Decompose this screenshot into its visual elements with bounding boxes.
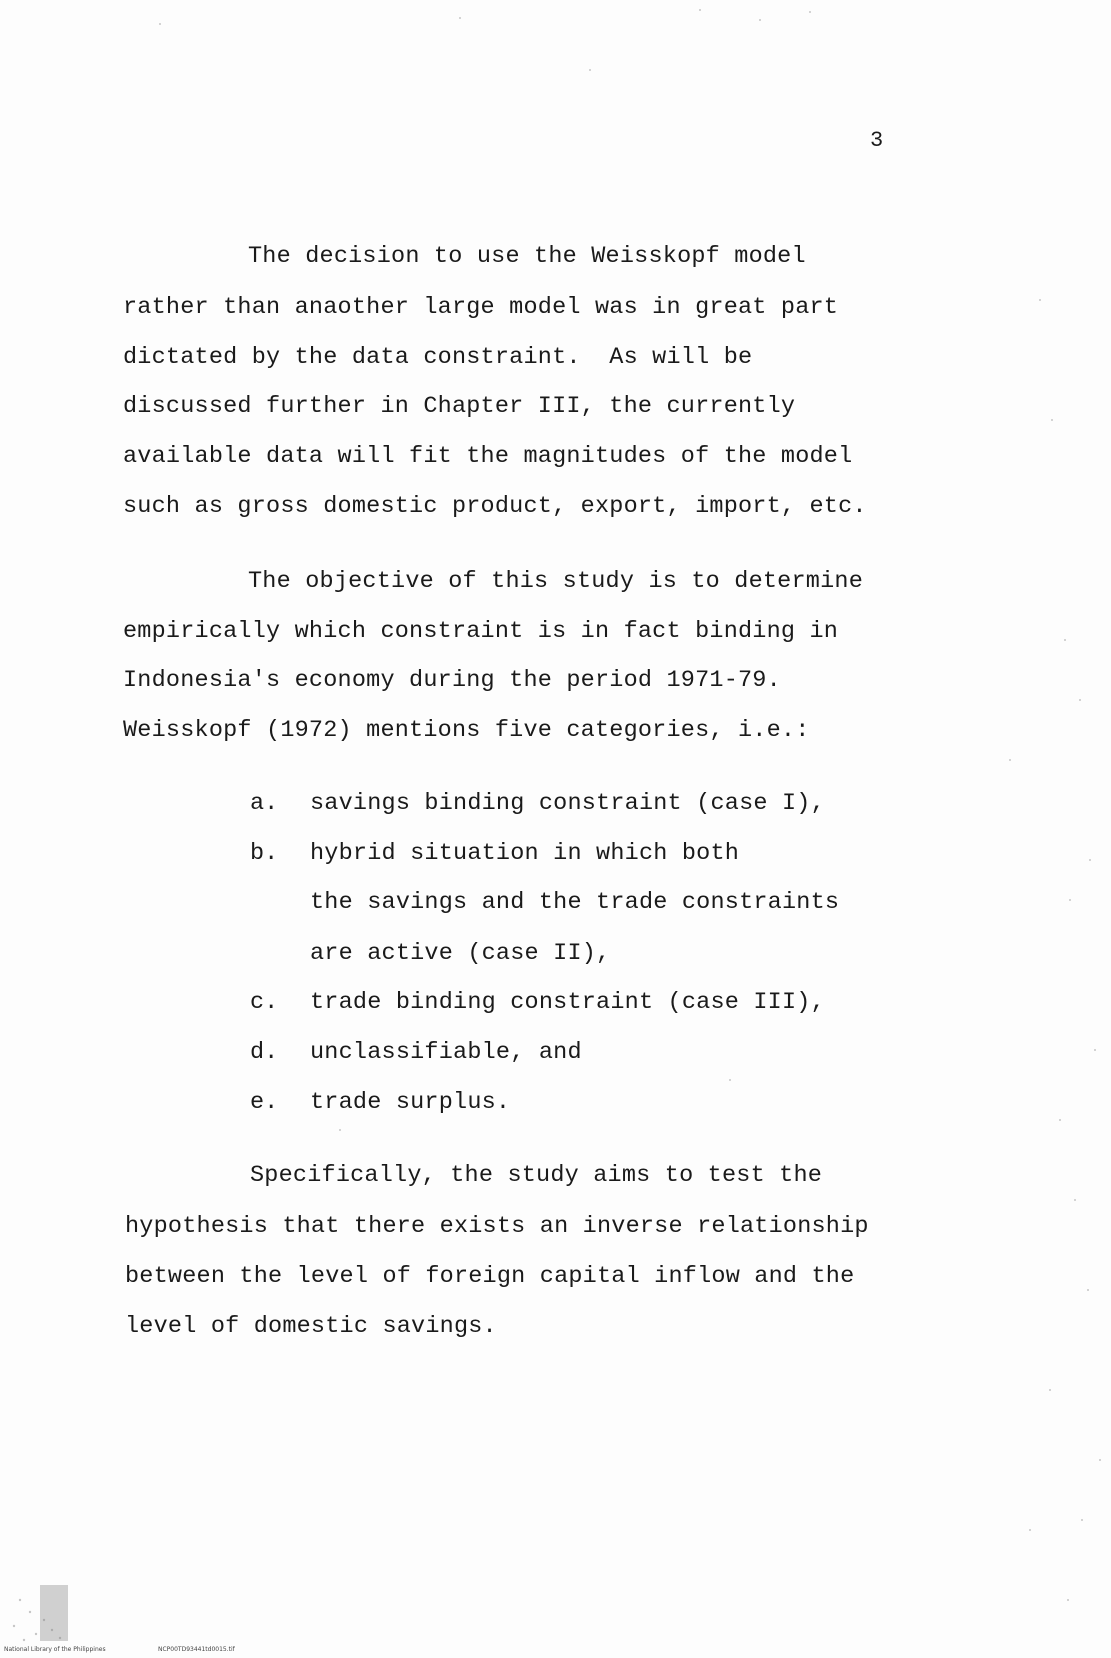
list-item-b-text-3: are active (case II), <box>310 940 611 967</box>
paragraph-1-line-2: rather than anaother large model was in great part <box>123 294 839 321</box>
paragraph-1-line-1: The decision to use the Weisskopf model <box>248 243 806 270</box>
paragraph-2-line-4: Weisskopf (1972) mentions five categories, i.e.: <box>123 717 810 744</box>
paragraph-2-line-2: empirically which constraint is in fact binding in <box>123 618 839 645</box>
list-item-c-letter: c. <box>250 989 279 1016</box>
paragraph-3-line-1: Specifically, the study aims to test the <box>250 1162 823 1189</box>
list-item-b-letter: b. <box>250 840 279 867</box>
list-item-b-text-1: hybrid situation in which both <box>310 840 740 867</box>
page-number: 3 <box>870 128 884 153</box>
paragraph-2-line-3: Indonesia's economy during the period 1971-79. <box>123 667 781 694</box>
footer-file-code: NCP00TD93441td0015.tif <box>158 1646 235 1653</box>
list-item-a-text: savings binding constraint (case I), <box>310 790 825 817</box>
list-item-d-text: unclassifiable, and <box>310 1039 582 1066</box>
paragraph-1-line-6: such as gross domestic product, export, import, etc. <box>123 493 867 520</box>
list-item-e-letter: e. <box>250 1089 279 1116</box>
paragraph-1-line-5: available data will fit the magnitudes of the model <box>123 443 853 470</box>
paragraph-1-line-3: dictated by the data constraint. As will be <box>123 344 753 371</box>
list-item-c-text: trade binding constraint (case III), <box>310 989 825 1016</box>
paragraph-1-line-4: discussed further in Chapter III, the currently <box>123 393 796 420</box>
list-item-e-text: trade surplus. <box>310 1089 511 1116</box>
paragraph-3-line-3: between the level of foreign capital inflow and the <box>125 1263 855 1290</box>
paragraph-3-line-4: level of domestic savings. <box>125 1313 497 1340</box>
paragraph-3-line-2: hypothesis that there exists an inverse relationship <box>125 1213 869 1240</box>
footer-library: National Library of the Philippines <box>4 1646 106 1653</box>
list-item-b-text-2: the savings and the trade constraints <box>310 889 840 916</box>
paragraph-2-line-1: The objective of this study is to determine <box>248 568 863 595</box>
list-item-d-letter: d. <box>250 1039 279 1066</box>
list-item-a-letter: a. <box>250 790 279 817</box>
